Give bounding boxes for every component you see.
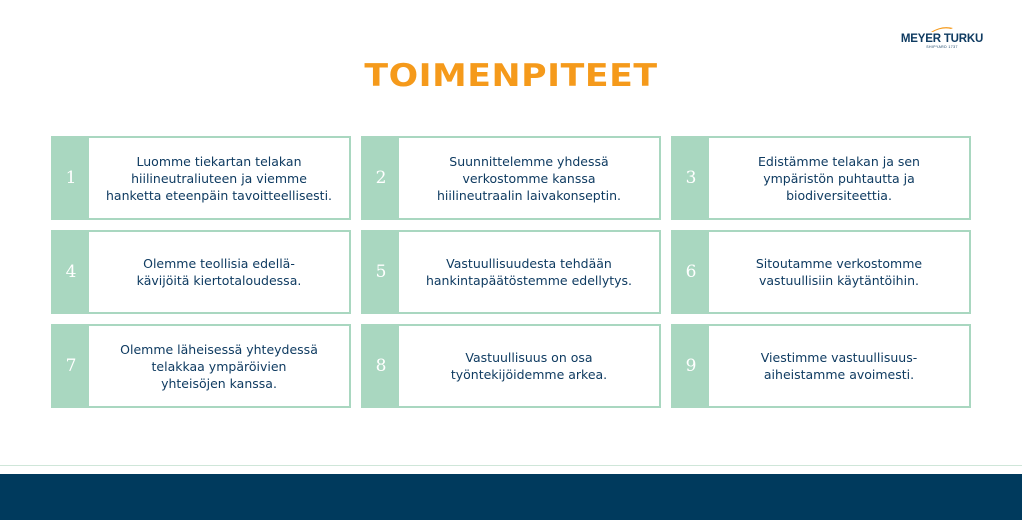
card-text: Vastuullisuudesta tehdään hankintapäätöstemme edellytys. bbox=[425, 256, 633, 288]
action-card-3 bbox=[671, 136, 971, 220]
action-card-4 bbox=[51, 230, 351, 314]
card-number: 6 bbox=[673, 232, 709, 312]
card-number: 1 bbox=[53, 138, 89, 218]
card-text: Olemme teollisia edellä- kävijöitä kiertotaloudessa. bbox=[136, 256, 302, 288]
action-card-2 bbox=[361, 136, 661, 220]
card-number: 4 bbox=[53, 232, 89, 312]
card-number: 2 bbox=[363, 138, 399, 218]
card-text: Edistämme telakan ja sen ympäristön puhtautta ja biodiversiteettia. bbox=[758, 153, 920, 203]
action-card-5 bbox=[361, 230, 661, 314]
company-logo bbox=[896, 26, 988, 56]
card-text: Olemme läheisessä yhteydessä telakkaa ympäröivien yhteisöjen kanssa. bbox=[120, 341, 318, 391]
footer-bar bbox=[0, 474, 1022, 520]
card-text: Vastuullisuus on osa työntekijöidemme arkea. bbox=[450, 350, 608, 382]
logo-subtext: SHIPYARD 1737 bbox=[926, 45, 958, 49]
card-text: Suunnittelemme yhdessä verkostomme kanssa hiilineutraalin laivakonseptin. bbox=[437, 153, 621, 203]
footer-divider bbox=[0, 465, 1022, 466]
card-number: 7 bbox=[53, 326, 89, 406]
card-number: 5 bbox=[363, 232, 399, 312]
actions-grid bbox=[51, 136, 971, 408]
ship-emblem-icon bbox=[927, 26, 957, 33]
page-title: TOIMENPITEET bbox=[364, 58, 658, 94]
action-card-9 bbox=[671, 324, 971, 408]
action-card-6 bbox=[671, 230, 971, 314]
card-number: 9 bbox=[673, 326, 709, 406]
action-card-8 bbox=[361, 324, 661, 408]
card-number: 8 bbox=[363, 326, 399, 406]
card-number: 3 bbox=[673, 138, 709, 218]
action-card-1 bbox=[51, 136, 351, 220]
card-text: Viestimme vastuullisuus- aiheistamme avoimesti. bbox=[760, 350, 918, 382]
logo-text: MEYER TURKU bbox=[900, 33, 984, 45]
action-card-7 bbox=[51, 324, 351, 408]
card-text: Luomme tiekartan telakan hiilineutraliuteen ja viemme hanketta eteenpäin tavoitteellisesti. bbox=[105, 153, 333, 203]
card-text: Sitoutamme verkostomme vastuullisiin käytäntöihin. bbox=[755, 256, 923, 288]
